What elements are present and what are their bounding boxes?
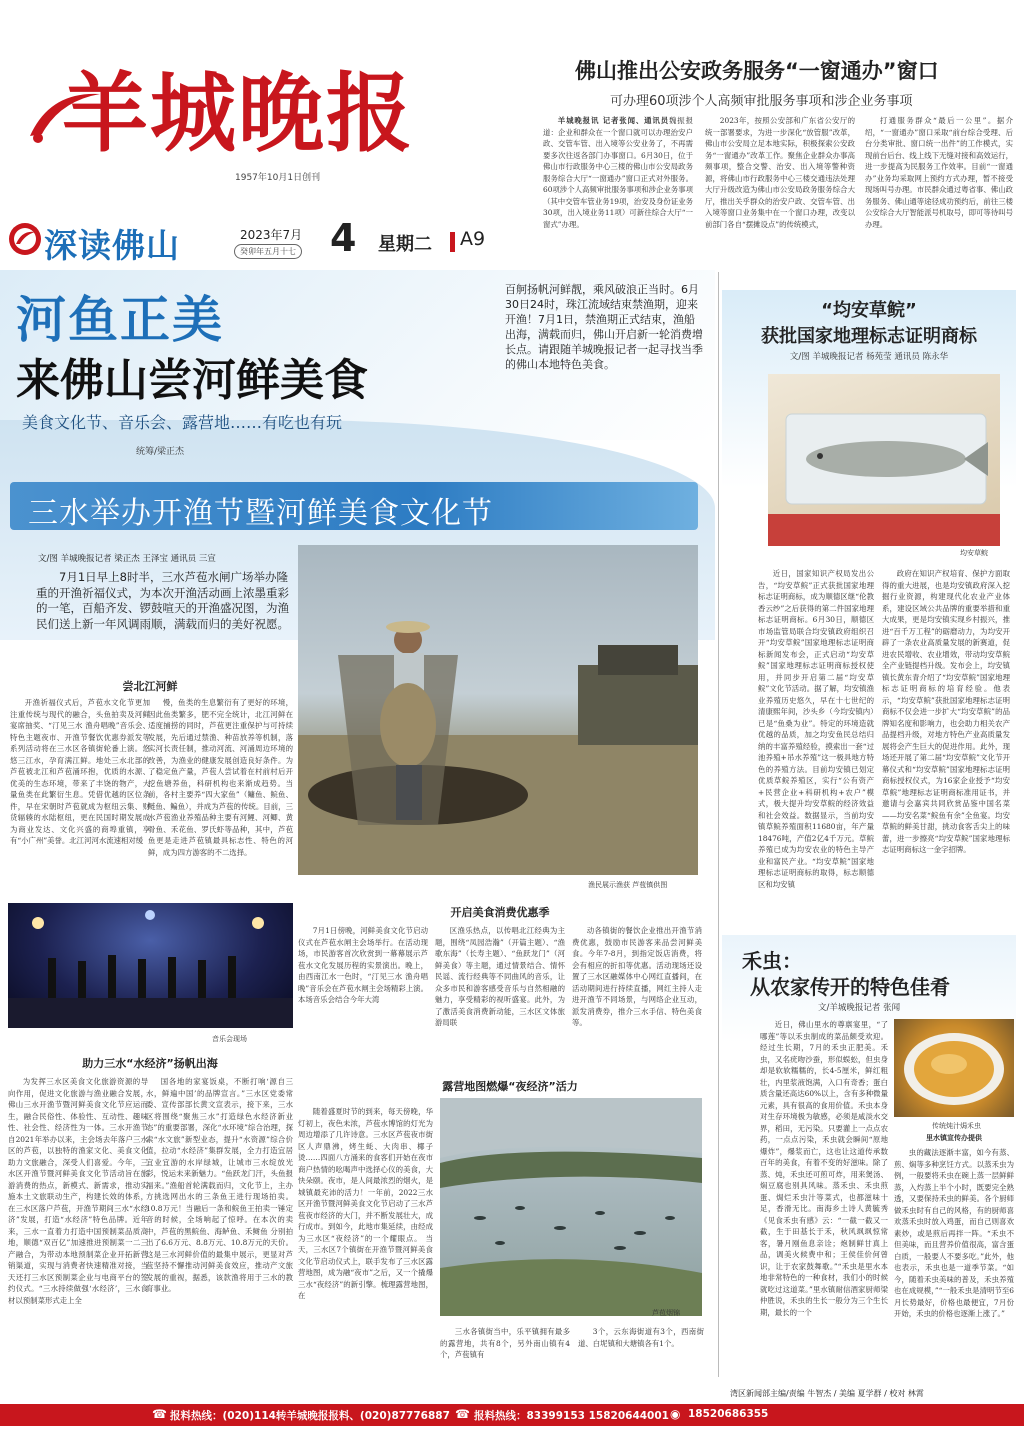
feature-headline: 来佛山尝河鲜美食 xyxy=(16,355,368,406)
sandworm-caption1: 传统炖汁焗禾虫 xyxy=(932,1122,981,1130)
river-photo xyxy=(440,1098,702,1316)
right1-byline: 文/图 羊城晚报记者 杨苑莹 通讯员 陈永华 xyxy=(789,352,949,362)
right-divider xyxy=(718,272,719,1377)
section4-title: 露营地图燃爆“夜经济”活力 xyxy=(442,1080,578,1093)
section4-col4-text: 3个，云东海街道有3个，西南街道、白坭镇和大塘镇各有1个。 xyxy=(578,1327,704,1348)
hotline-2: 报料热线：83399153 15820644001 xyxy=(474,1410,669,1422)
section4-col3-text: 三水各镇街当中，乐平镇拥有最多的露营地，共有8个，另外南山镇有4个，芦苞镇有 xyxy=(440,1327,570,1359)
section2-col3-text: 动各镇街的餐饮企业推出开渔节消费优惠，鼓励市民游客来品尝河鲜美食。今年7-8月，到指定饭店消费，将会有相应的折扣等优惠。活动现场还设置了三水区融媒体中心网红直播间，在活动期间进行持续直播，网红主持人走进开渔节不同场景，与网络企业互动，派发消费券，推介三水手信、特色美食等。 xyxy=(572,926,702,1027)
feature-lead: 7月1日早上8时半，三水芦苞水闸广场举办隆重的开渔祈福仪式，为本次开渔活动画上浓墨重彩的一笔，百船齐发、锣鼓喧天的开渔盛况图，为渔民们送上新一年风调雨顺，满载而归的美好祝愿。 xyxy=(36,570,289,631)
section3-col2-text: 国各地的家宴饭桌，不断打响‘源自三水，鲜遍中国’的品牌宣言。”三水区党委常委、宣传部部长黄文宣表示，接下来，三水区将围绕“聚焦三水”打造绿色水经济新业态”的重要部署，深化“水环境”综合治理，探索“水文旅”新型业态，提升“水资源”综合价值，拉动“水经济”集群发展，全力打造宜居宜业宜游的水岸绿城，让城市三水绽放光彩，悦运未来新魅力。“鱼跃龙门汗，头鱼报福来。”渔船首轮满载而归，文化节上，主办方挑选网出水的三条鱼王进行现场拍卖。10.8万元！当融后一条和鲩鱼王拍卖一锤定音的时候，全场响起了惊呼。在本次的卖中，芦苞的黑鲩鱼、海鲈鱼、禾鲥鱼 分别拍出了6.6万元、8.8万元、10.8万元的天价。这是三水河鲜价值的最集中展示，更显对芦苞坚持不懈推动河鲜美食效应，推动产文旅发展的重视，据悉，该款渔将用于三水的教育事业。 xyxy=(146,1077,293,1293)
section2-col1 xyxy=(298,925,428,1050)
right1-col2-text: 政府在知识产权培育、保护方面取得的重大进展，也是均安镇政府深入挖掘行业资源，构建现代化农业产业体系，建设区域公共品牌的重要举措和重大成果，更是均安镇实现乡村振兴，推进“百千万工程”的砺磨动力，为均安开辟了一条农业高质量发展的新赛道，促进农民增收、农业增效，带动均安草鲩全产业链提档升级。发布会上，均安镇镇长黄东青介绍了“均安草鲩”国家地理标志证明商标的培育经验。他表示，“均安草鲩”获批国家地理标志证明商标不仅会进一步扩大“均安草鲩”的品牌知名度和影响力，也会助力相关农产品提档升级，对地方特色产业高质量发展将会产生巨大的促进作用。此外，现场还开展了第二届“均安草鲩”文化节开幕仪式和“均安草鲩”国家地理标志证明商标授权仪式，为16家企业授予“均安草鲩”地理标志证明商标准用证书，并邀请与会嘉宾共同欣赏品鉴中国名菜——均安名菜“鲩鱼有余”全鱼宴。均安草鲩的鲜美甘甜，挑动食客舌尖上的味蕾，进一步擦亮“均安草鲩”国家地理标志证明商标这一金字招牌。 xyxy=(882,569,1010,854)
river-boats-icon xyxy=(440,1098,702,1316)
section3-col1-text: 为发挥三水区美食文化旅游资源的导向作用，促进文化旅游与渔业融合发展，佛山三水开渔节暨河鲜美食文化节应运而生，融合民俗性、体验性、互动性、趣味性、社会性、经济性为一体。三水开渔节自2021年举办以来，主会场去年落户三水区的芦苞，以独特的渔家文化、美食文化助力文旅融合，深受人们喜爱。今年，三水区开渔节暨河鲜美食文化节活动旨在旅游消费的热点，新模式、新需求，推动实施本土文旅联动生产，构建长效的体系，在三水区落户芦苞，开渔节期间三水“水经济”发展，打造“水经济”特色品牌。近年来，三水一直着力打造中国预制菜品质高地，顺德“双百亿”加速推进预制菜一二三产融合，为带动本地预制菜企业开拓新营销渠道，实现与消费者快速精准对接，当天还打三水区预制菜企业与电商平台的签约仪式。“三水持续做强‘水经济’，三水食材以预制菜形式走上全 xyxy=(8,1077,148,1305)
right2-col1-text: 近日，佛山里水的尊禀宴里，“了哪莲”等以禾虫制成的菜品颇受欢迎。经过生长期，7月的禾虫正肥美。禾虫，又名疣吻沙蚕，形似蜈蚣，但虫身却是软软糯糯的，长4-5厘米，鲜红粗壮，内里浆液饱满，入口有奇香；蛋白质含量还高达60%以上，含有多种微量元素，具有很高的食用价值。禾虫本身对生存环境极为敏感，必须是咸淡水交界，稻田，无污染。只要灌上一点点农药，一点点污染，禾虫就会瞬间“原地爆炸”，爆浆而亡，这也让这道传承数百年的美食，有着不变的好滋味。除了蒸、炖，禾虫还可煎可炸，用来煲汤、焖豆腐也别具风味。蒸禾虫、禾虫煎蛋、焗烂禾虫汁等菜式，也都滋味十足，香滑无比。南海乡土诗人黄毓秀《见食禾虫有感》云：“一截一截又一截，生于田基长于禾，秋风飒飒惊常客，暑月刚鱼息亲诠；炮制鲜甘真上品，调美火候费中和；王侯佳价何曾识，让于农家鼓舞歌。”“禾虫是里水本地非常特色的一种食材，我们小的时候就吃过这道菜。”里水镇耐信酒家厨师梁仲胜说，禾虫的生长一般分为三个生长期，最长的一个 xyxy=(760,1020,888,1317)
right1-col1-text: 近日，国家知识产权局发出公告，“均安草鲩”正式获批国家地理标志证明商标，成为顺德区继“伦教香云纱”之后获得的第二件国家地理标志证明商标。6月30日，顺德区市场监管局联合均安镇政府组织召开“均安草鲩”国家地理标志证明商标新闻发布会，正式启动“均安草鲩”国家地理标志证明商标授权使用，并同步开启第二届“均安草鲩”文化节活动。据了解，均安镇渔业养殖历史悠久，早在十七世纪的清康熙年间，沙头乡（今均安镇内）已是“鱼桑为业”。特定的环境造就优越的品质，加之均安鱼民总结归纳的丰富养殖经验，摸索出一套“过池养殖+吊水养殖”这一极具地方特色的养殖方法。目前均安镇已划定优质草鲩养殖区，实行“公有资产+民营企业+科研机构+农户”模式，极大提升均安草鲩的经济效益和社会效益。数据显示，当前均安镇草鲩养殖面积11680亩，年产量18476吨，产值2亿4千万元。草鲩养殖已成为均安农业的特色主导产业和富民产业。“均安草鲩”国家地理标志证明商标的取得，标志顺德区和均安镇 xyxy=(758,569,874,889)
top-story-col1 xyxy=(543,115,693,275)
section2-col2-text: 区渔乐热点，以传唱北江经典为主题，围绕“凤园浩瀚”（开篇主题）、“渔歌东海”（长寿主题）、“鱼跃龙门”（河鲜美食）等主题，通过情景结合、情怀民谣、流行经典等不同曲风的音乐，让众多市民和游客感受音乐与自然相融的魅力，享受精彩的视听盛宴。此外，为了激活美食消费新动能，三水区文体旅游局联 xyxy=(435,926,565,1027)
lunar-date: 癸卯年五月十七 xyxy=(234,244,302,259)
section2-col1-text: 7月1日傍晚，河鲜美食文化节启动仪式在芦苞水闸主会场举行。在活动现场，市民游客首次欣赏到一幕幕展示芦苞水文化发展历程的实景演出。晚上，由西南江水一色时，“汀见三水 渔舟唱晚”音乐会在芦苞水闸主会场精彩上演。本场音乐会结合今年大湾 xyxy=(298,926,428,1004)
top-story-headline: 佛山推出公安政务服务“一窗通办”窗口 xyxy=(575,59,939,83)
section2-col2 xyxy=(435,925,565,1050)
top-story-subhead: 可办理60项涉个人高频审批服务事项和涉企业务事项 xyxy=(610,94,913,109)
sandworm-photo xyxy=(894,1019,1014,1117)
section1-col1 xyxy=(10,697,150,895)
weekday: 星期二 xyxy=(378,234,432,255)
section2-col3 xyxy=(572,925,702,1050)
top-story-col3 xyxy=(865,115,1013,275)
concert-stage-icon xyxy=(8,903,293,1028)
top-story-col2-text: 2023年，按照公安部和广东省公安厅的统一部署要求，为进一步深化“放管服”改革，佛山市公安局立足本地实际，积极探索公安政务“一窗通办”改革工作。聚焦企业群众办事高频事项，整合交警、治安、出入境等警种资源，将佛山市行政服务中心三楼交通违法处理大厅升级改造为佛山市公安局政务服务综合大厅，推出关乎群众的治安户政、交管车管、出入境等窗口业务集中在一个窗口办理，改变以前部门各自“摆摊设点”的传统模式， xyxy=(705,116,855,229)
issue-day: 4 xyxy=(330,216,357,260)
feature-banner xyxy=(10,482,698,530)
phone-icon-2: ☎ xyxy=(455,1407,470,1421)
right2-col1 xyxy=(760,1019,888,1359)
feature-editor: 统筹/梁正杰 xyxy=(136,447,185,457)
river-photo-caption: 芦苞烟锦 xyxy=(652,1309,680,1317)
section2-title: 开启美食消费优惠季 xyxy=(450,906,550,919)
right2-box xyxy=(722,935,1016,1365)
section3-col1 xyxy=(8,1076,148,1374)
section1-title: 尝北江河鲜 xyxy=(122,680,178,693)
right1-title: “均安草鲩” xyxy=(821,300,917,321)
hotline-3: 18520686355 xyxy=(688,1408,769,1420)
top-story-col1-text: 魏振报道：企业和群众在一个窗口就可以办理治安户政、交管车管、出入境等公安业务了，不再需要多次往返各部门办事窗口。6月30日，位于佛山市行政服务中心三楼的佛山市公安局政务服务综合大厅“一窗通办”窗口正式对外服务。60项涉个人高频审批服务事项和涉企业务事项（其中交管车管业务19项，治安及身份证业务30项，出入境业务11项）可新往综合大厅“一窗式”办理。 xyxy=(543,116,693,229)
grass-carp-photo xyxy=(768,374,1000,546)
section4-col1-text: 随着盛夏时节的到来，每天傍晚，华灯初上，夜色未浓，芦苞水博馆的灯光为周边增添了几许诗意。三水区芦苞夜市街区人声鼎沸，烤生蚝、大肉串、椰子烫……四面八方涌来的食客们开始在夜市商户热情的吆喝声中选择心仪的美食，大快朵颐。夜市，是人间最浓烈的烟火，是城镇最充沛的活力！一年前，2022三水区开渔节暨河鲜美食文化节启动了三水芦苞夜市经济的大门，并不断发展壮大，成行成市。到如今，此地市集延续，由经成为三水区“夜经济”的一个耀眼点。 当天，三水区7个镇街在开渔节暨河鲜美食文化节启动仪式上，联手发布了三水区露营地图，成为融“夜市”之后，又一个撬爆三水“夜经济”的新引擎。梳理露营地图，在 xyxy=(298,1107,433,1300)
top-story-col2 xyxy=(705,115,855,275)
section-header xyxy=(0,208,560,268)
fishing-photo-caption: 渔民展示渔获 芦苞镇供图 xyxy=(588,881,668,889)
right2-col2 xyxy=(894,1147,1014,1359)
section3-col2 xyxy=(146,1076,293,1374)
page-divider xyxy=(450,232,455,252)
masthead-title: 羊城晚报 xyxy=(62,63,414,164)
section-title: 深读佛山 xyxy=(44,226,180,265)
editor-line: 湾区新闻部主编/责编 牛智杰 / 美编 夏学群 / 校对 林霄 xyxy=(730,1389,924,1398)
right1-col2 xyxy=(882,568,1010,948)
dish-icon xyxy=(894,1019,1014,1117)
top-story-byline: 羊城晚报讯 记者张闻、通讯员 xyxy=(557,116,670,125)
section3-title: 助力三水“水经济”扬帆出海 xyxy=(82,1057,218,1070)
sandworm-caption2: 里水镇宣传办提供 xyxy=(926,1134,982,1142)
grass-carp-caption: 均安草鲩 xyxy=(960,549,988,557)
footer-bar xyxy=(0,1404,1024,1426)
section1-col2-text: 慢，鱼类的生息繁衍有了更好的环境，因此鱼类繁多，肥不完全统计，北江河鲜在适度捕捞的同时，芦苞更注重保护与可持续发展，先后通过禁渔、种苗放养等机制，落实河长责任制，推动河流、河涌周边环境的改善，为渔业的健康发展创造良好条件。为了稳定鱼产量，芦苞人尝试着在村前村后开挖鱼塘养鱼，科研机构也来渐成趋势。当前，各村主要养“四大家鱼”（鳙鱼、鲩鱼、鲢鱼、鳊鱼），并成为芦苞的传统。目前，三水芦苞渔业养殖品种主要有河鲤、河鲫、黄骨鱼、禾花鱼、罗氏虾等品种，其中，芦苞鱼更是走进芦苞镇最具标志性、特色的河鲜，成为四方游客的不二选择。 xyxy=(148,698,293,857)
issue-date: 2023年7月 xyxy=(240,228,303,242)
top-story xyxy=(543,55,1015,270)
right1-box xyxy=(722,290,1016,950)
right2-title2: 从农家传开的特色佳肴 xyxy=(750,975,950,999)
feature-kicker: 河鱼正美 xyxy=(16,291,224,349)
right1-title2: 获批国家地理标志证明商标 xyxy=(761,326,977,347)
section1-col2 xyxy=(148,697,293,895)
section-logo-icon xyxy=(8,222,42,256)
right2-byline: 文/羊城晚报记者 张闻 xyxy=(818,1003,901,1013)
concert-photo-caption: 音乐会现场 xyxy=(212,1035,247,1043)
fisherman-figure-icon xyxy=(298,545,698,875)
right2-col2-text: 虫的藏法逐渐丰富，如今有蒸、煎、焖等多种烹饪方式。以蒸禾虫为例，一般要将禾虫在碗上蒸一层鲜鲜蒸，入灼蒸上半个小时，既要完全熟透，又要保持禾虫的鲜美。各个厨师做禾虫时有自己的风格，有的厨师喜欢蒸禾虫时放入鸡蛋，而自己则喜欢素炒，或是煎后再拌一阵。“禾虫不但美味，而且营养价值很高，富含蛋白质，一般要人不要多吃。”此外，他也表示，禾虫也是一道季节菜。“如今，随着禾虫美味的普及，禾虫养殖也在成规模，”“一般禾虫是清明节至6月长势最好，价格也最便宜，7月份开始，禾虫的价格也逐渐上涨了。” xyxy=(894,1148,1014,1318)
section1-col1-text: 开渔祈福仪式后，芦苞水文化节更加注重传统与现代的融合，头鱼拍卖及河鲜宴席抽奖、“汀见三水 渔舟唱晚”音乐会、特色主题夜市、开渔节餐饮优惠券派发等系列活动将在三水区各镇街轮番上演。悠悠三江水，孕育满江鲜。地处三水北部的芦苞被北江和芦苞涌环抱，优质的水源、优美的生态环境，带来了丰饶的物产，大量鱼类在此繁衍生息。凭借优越的区位条件，早在宋朝时芦苞就成为枢纽云集、财货辐辏的水陆枢纽，更在民国时期发展成为商业发达、文化兴盛的商埠重镇，享有“小广州”美誉。北江河河水流速相对缓 xyxy=(10,698,150,845)
top-story-col3-text: 打通服务群众“最后一公里”。据介绍，“一窗通办”窗口采取“前台综合受理、后台分类审批、窗口统一出件”的工作模式，实现前台后台、线上线下无缝对接和高效运行，进一步提高为民服务工作效率。目前“一窗通办”业务均采取网上预约方式办理，暂不接受现场叫号办理。市民群众通过粤省事、佛山政务服务、佛山通等途径成功预约后，前往三楼公安综合大厅智能派号机取号，即可等待叫号办理。 xyxy=(865,116,1013,229)
feature-subhead: 美食文化节、音乐会、露营地……有吃也有玩 xyxy=(22,413,343,432)
phone-icon-1: ☎ xyxy=(152,1407,167,1421)
right2-title: 禾虫： xyxy=(742,949,802,973)
section4-col4-block xyxy=(578,1326,704,1374)
section4-col2-block xyxy=(440,1326,570,1374)
concert-photo xyxy=(8,903,293,1028)
founded-date: 1957年10月1日创刊 xyxy=(235,173,321,183)
chat-icon: ◉ xyxy=(670,1407,681,1421)
feature-byline: 文/图 羊城晚报记者 梁正杰 王泽宝 通讯员 三宣 xyxy=(38,554,216,564)
hotline-1: 报料热线：(020)114转羊城晚报报料、(020)87776887 xyxy=(170,1410,450,1422)
fish-icon xyxy=(768,374,1000,546)
page-number: A9 xyxy=(460,228,486,250)
feature-banner-text: 三水举办开渔节暨河鲜美食文化节 xyxy=(28,496,493,531)
feature-intro: 百舸扬帆河鲜靓，乘风破浪正当时。6月30日24时，珠江流域结束禁渔期，迎来开渔！7月1日，禁渔期正式结束，渔船出海，满载而归，佛山开启新一轮消费增长点。请跟随羊城晚报记者一起寻找当季的佛山本地特色美食。 xyxy=(505,283,703,371)
right1-col1 xyxy=(758,568,874,948)
fishing-photo xyxy=(298,545,698,875)
